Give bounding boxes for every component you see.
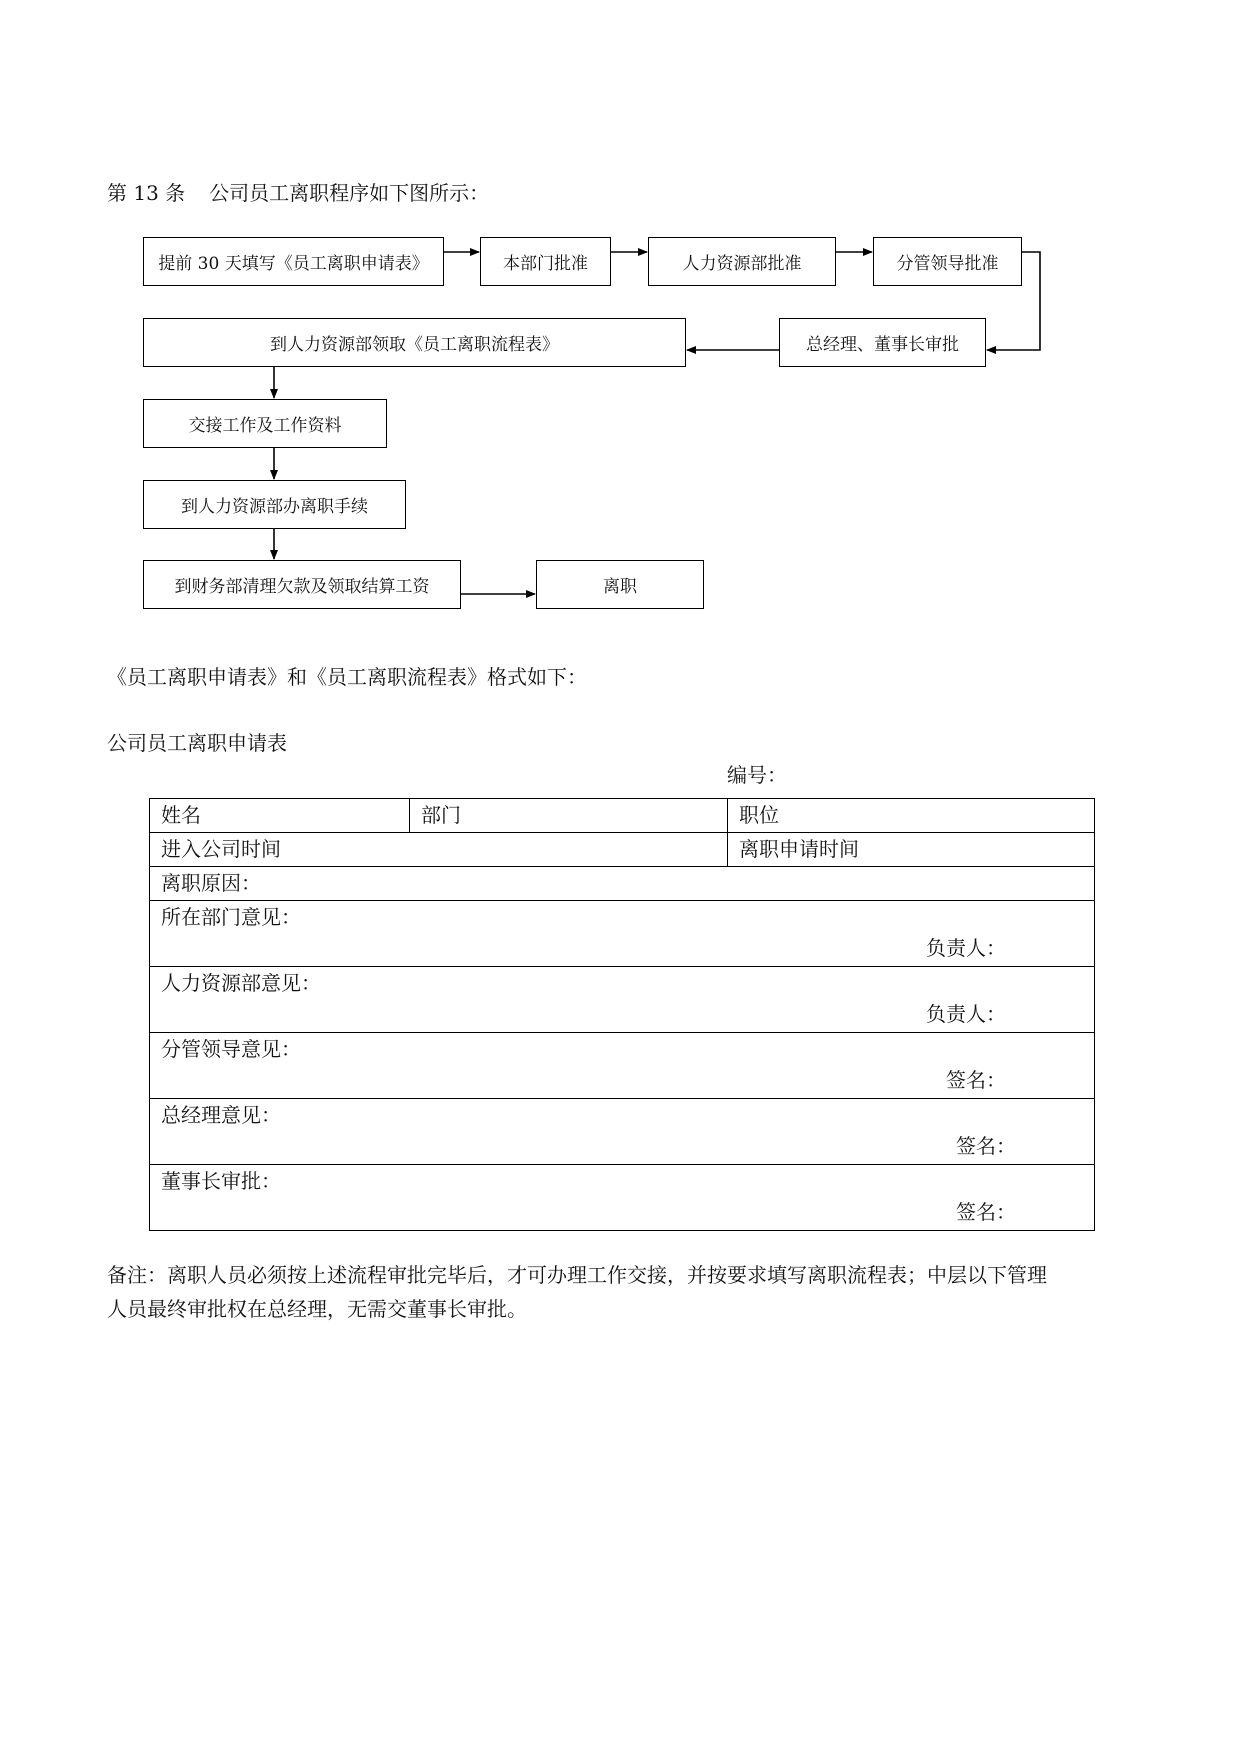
remarks-line-2: 人员最终审批权在总经理，无需交董事长审批。 [107,1297,527,1321]
chairman-approval-label: 董事长审批： [161,1169,281,1193]
flow-step-hr-procedures: 到人力资源部办离职手续 [143,480,406,529]
flow-step-get-process-form: 到人力资源部领取《员工离职流程表》 [143,318,686,367]
resignation-application-form [149,798,1095,1231]
arrow-4-to-5 [987,252,1040,350]
hr-opinion-section [150,967,1095,1033]
leader-opinion-sign: 签名： [946,1068,1006,1092]
leader-opinion-section [150,1033,1095,1099]
flow-step-hr-approval: 人力资源部批准 [648,237,836,286]
gm-opinion-label: 总经理意见： [161,1103,281,1127]
format-intro: 《员工离职申请表》和《员工离职流程表》格式如下： [107,665,587,689]
flow-step-dept-approval: 本部门批准 [480,237,611,286]
gm-opinion-sign: 签名： [956,1134,1016,1158]
serial-number-label: 编号： [727,763,787,787]
hr-opinion-label: 人力资源部意见： [161,971,321,995]
dept-opinion-label: 所在部门意见： [161,905,301,929]
remarks-note [107,1258,1147,1326]
flow-step-handover-work: 交接工作及工作资料 [143,399,387,448]
name-label: 姓名 [150,799,410,833]
leader-opinion-label: 分管领导意见： [161,1037,301,1061]
apply-date-label: 离职申请时间 [728,833,1095,867]
article-title: 公司员工离职程序如下图所示： [209,181,490,205]
flow-step-leader-approval: 分管领导批准 [873,237,1022,286]
flow-step-fill-application: 提前 30 天填写《员工离职申请表》 [143,237,444,286]
hr-opinion-sign: 负责人： [926,1002,1006,1026]
chairman-approval-sign: 签名： [956,1200,1016,1224]
remarks-line-1: 备注：离职人员必须按上述流程审批完毕后，才可办理工作交接，并按要求填写离职流程表；中层以下管理 [107,1263,1047,1287]
position-label: 职位 [728,799,1095,833]
department-label: 部门 [410,799,728,833]
dept-opinion-section [150,901,1095,967]
flow-step-resign: 离职 [536,560,704,609]
chairman-approval-section [150,1165,1095,1231]
join-date-label: 进入公司时间 [150,833,728,867]
resign-reason-label: 离职原因： [150,867,1095,901]
flowchart-arrows [0,0,1241,700]
form-title: 公司员工离职申请表 [107,731,287,755]
dept-opinion-sign: 负责人： [926,936,1006,960]
flow-step-finance-settlement: 到财务部清理欠款及领取结算工资 [143,560,461,609]
gm-opinion-section [150,1099,1095,1165]
flow-step-gm-chairman-approval: 总经理、董事长审批 [779,318,986,367]
article-number: 第 13 条 [107,181,186,205]
